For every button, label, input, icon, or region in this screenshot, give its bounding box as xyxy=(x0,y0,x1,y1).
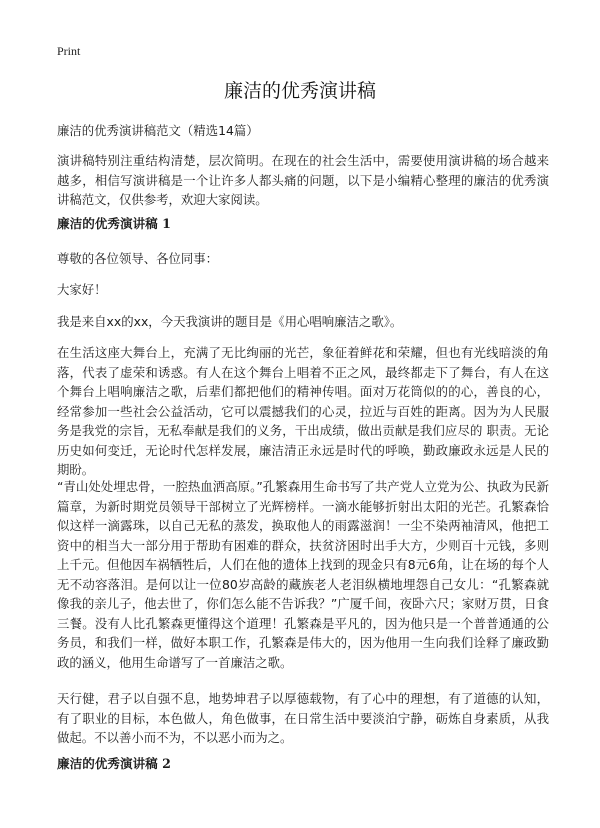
salutation-paragraph: 尊敬的各位领导、各位同事： xyxy=(57,251,219,266)
section-heading-2: 廉洁的优秀演讲稿 2 xyxy=(57,756,171,771)
speech-topic-paragraph: 我是来自xx的xx，今天我演讲的题目是《用心唱响廉洁之歌》。 xyxy=(57,314,403,329)
section-heading-1: 廉洁的优秀演讲稿 1 xyxy=(57,216,171,231)
intro-paragraph: 演讲稿特别注重结构清楚，层次简明。在现在的社会生活中，需要使用演讲稿的场合越来越多，相信写演讲稿是一个让许多人都头痛的问题，以下是小编精心整理的廉洁的优秀演讲稿范文，仅供参考，欢迎大家阅读。 xyxy=(57,153,549,207)
document-subtitle: 廉洁的优秀演讲稿范文（精选14篇） xyxy=(57,123,259,138)
print-link[interactable]: Print xyxy=(57,44,81,58)
page-title: 廉洁的优秀演讲稿 xyxy=(223,80,376,102)
greeting-paragraph: 大家好！ xyxy=(57,282,107,297)
body-paragraph-kongfansen: “青山处处埋忠骨，一腔热血洒高原。”孔繁森用生命书写了共产党人立党为公、执政为民新篇章，为新时期党员领导干部树立了光辉榜样。一滴水能够折射出太阳的光芒。孔繁森恰似这样一滴露珠，以自己无私的蒸发，换取他人的雨露滋润！一尘不染两袖清风，他把工资中的相当大一部分用于帮助有困难的群众，扶贫济困时出手大方，少则百十元钱，多则上千元。但他因车祸牺牲后，人们在他的遗体上找到的现金只有8元6角，让在场的每个人无不动容落泪。是何以让一位80岁高龄的藏族老人老泪纵横地埋怨自己女儿：“孔繁森就像我的亲儿子，他去世了，你们怎么能不告诉我？”广厦千间，夜卧六尺；家财万贯，日食三餐。没有人比孔繁森更懂得这个道理！孔繁森是平凡的，因为他只是一个普普通通的公务员，和我们一样，做好本职工作，孔繁森是伟大的，因为他用一生向我们诠释了廉政勤政的涵义，他用生命谱写了一首廉洁之歌。 xyxy=(57,479,549,670)
body-paragraph-conclusion: 天行健，君子以自强不息，地势坤君子以厚德载物，有了心中的理想，有了道德的认知，有了职业的目标，本色做人，角色做事，在日常生活中要淡泊宁静，砺炼自身素质，从我做起。不以善小而不为，不以恶小而为之。 xyxy=(57,691,549,745)
body-paragraph-stage: 在生活这座大舞台上，充满了无比绚丽的光芒，象征着鲜花和荣耀，但也有光线暗淡的角落，代表了虚荣和诱惑。有人在这个舞台上唱着不正之风，最终都走下了舞台，有人在这个舞台上唱响廉洁之歌，后辈们都把他们的精神传唱。面对万花筒似的的心，善良的心，经常参加一些社会公益活动，它可以震撼我们的心灵，拉近与百姓的距离。因为为人民服务是我党的宗旨，无私奉献是我们的义务，干出成绩，做出贡献是我们应尽的 职责。无论历史如何变迁，无论时代怎样发展，廉洁清正永远是时代的呼唤，勤政廉政永远是人民的期盼。 xyxy=(57,345,549,477)
